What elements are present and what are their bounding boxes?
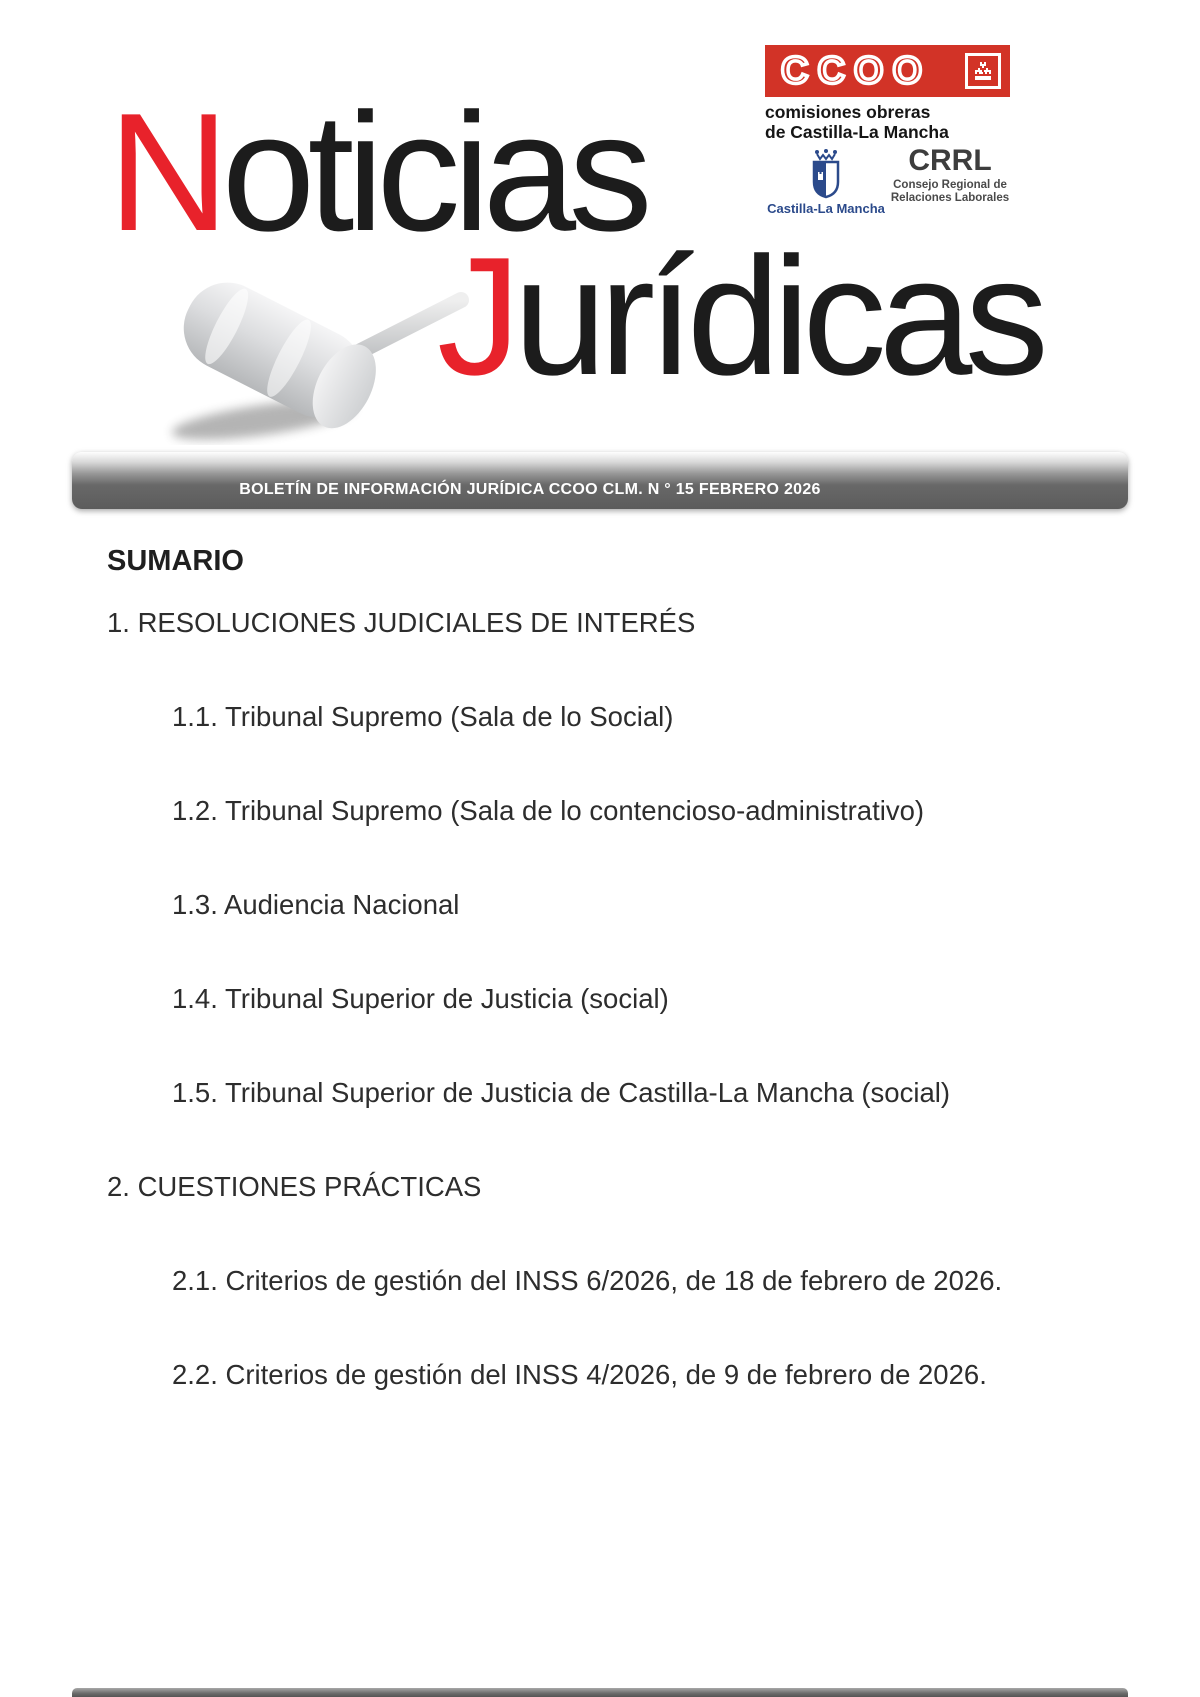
issue-banner bbox=[72, 452, 1128, 509]
ccoo-logo bbox=[765, 45, 1010, 97]
crrl-acronym: CRRL bbox=[908, 144, 992, 177]
title-rest-uridicas: urídicas bbox=[513, 222, 1042, 410]
clm-caption: Castilla-La Mancha bbox=[767, 201, 885, 216]
crrl-subtitle-line1: Consejo Regional de bbox=[893, 179, 1007, 191]
castle-icon bbox=[965, 53, 1001, 89]
summary-heading: SUMARIO bbox=[107, 545, 244, 577]
crrl-logo bbox=[884, 146, 1016, 205]
castilla-la-mancha-shield-icon bbox=[793, 144, 859, 205]
toc-item-1-2: 1.2. Tribunal Supremo (Sala de lo contencioso-administrativo) bbox=[172, 795, 925, 826]
toc-item-2-2: 2.2. Criterios de gestión del INSS 4/2026, de 9 de febrero de 2026. bbox=[172, 1359, 987, 1390]
issue-banner-text: BOLETÍN DE INFORMACIÓN JURÍDICA CCOO CLM. N ° 15 FEBRERO 2026 bbox=[239, 481, 821, 498]
org-name-line1: comisiones obreras bbox=[765, 102, 931, 122]
gavel-icon bbox=[163, 260, 493, 450]
toc-item-1-5: 1.5. Tribunal Superior de Justicia de Castilla-La Mancha (social) bbox=[172, 1077, 951, 1108]
title-rest-oticias: oticias bbox=[221, 78, 646, 266]
summary-section bbox=[107, 543, 1127, 1392]
crrl-subtitle-line2: Relaciones Laborales bbox=[890, 192, 1010, 204]
masthead-title-line2 bbox=[437, 222, 1042, 410]
toc-item-2: 2. CUESTIONES PRÁCTICAS bbox=[107, 1171, 482, 1202]
crrl-subtitle bbox=[884, 179, 1016, 205]
org-name bbox=[765, 102, 949, 142]
bottom-page-bar bbox=[72, 1688, 1128, 1697]
ccoo-logo-text: CCOO bbox=[781, 50, 931, 92]
title-initial-j: J bbox=[437, 222, 514, 410]
toc-item-2-1: 2.1. Criterios de gestión del INSS 6/2026, de 18 de febrero de 2026. bbox=[172, 1265, 1003, 1296]
title-initial-n: N bbox=[108, 78, 222, 266]
org-name-line2: de Castilla-La Mancha bbox=[765, 122, 949, 142]
toc-item-1-4: 1.4. Tribunal Superior de Justicia (social) bbox=[172, 983, 669, 1014]
toc-item-1: 1. RESOLUCIONES JUDICIALES DE INTERÉS bbox=[107, 607, 696, 638]
toc-item-1-3: 1.3. Audiencia Nacional bbox=[172, 889, 460, 920]
toc-item-1-1: 1.1. Tribunal Supremo (Sala de lo Social) bbox=[172, 701, 674, 732]
